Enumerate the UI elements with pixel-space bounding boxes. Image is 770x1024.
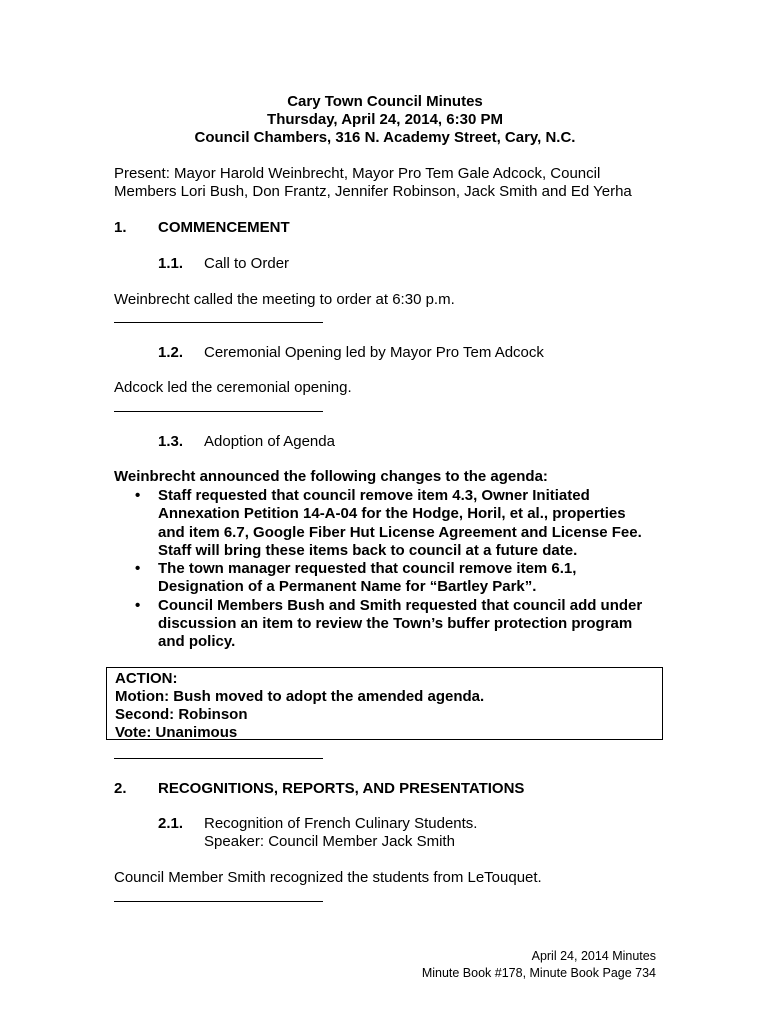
- meeting-location: Council Chambers, 316 N. Academy Street, Cary, N.C.: [194, 129, 576, 146]
- action-label: ACTION:: [115, 670, 178, 687]
- meeting-date: Thursday, April 24, 2014, 6:30 PM: [267, 111, 503, 128]
- item-2-1-note: Council Member Smith recognized the students from LeTouquet.: [114, 869, 542, 886]
- action-motion: Motion: Bush moved to adopt the amended agenda.: [115, 688, 485, 705]
- footer-date: April 24, 2014 Minutes: [531, 949, 656, 963]
- list-item: [114, 597, 674, 652]
- bullet-line: Staff requested that council remove item 4.3, Owner Initiated: [158, 487, 590, 504]
- item-1-3-title: Adoption of Agenda: [204, 433, 335, 450]
- present-line-2: Members Lori Bush, Don Frantz, Jennifer Robinson, Jack Smith and Ed Yerha: [114, 183, 632, 200]
- bullet-icon: •: [135, 596, 141, 614]
- section-1-number: 1.: [114, 219, 127, 236]
- item-2-1-title: Recognition of French Culinary Students.: [204, 815, 478, 832]
- section-1-title: COMMENCEMENT: [158, 219, 290, 236]
- bullet-icon: •: [135, 560, 141, 578]
- present-line-1: Present: Mayor Harold Weinbrecht, Mayor Pro Tem Gale Adcock, Council: [114, 165, 601, 182]
- bullet-line: discussion an item to review the Town’s buffer protection program: [158, 615, 633, 633]
- bullet-line: Annexation Petition 14-A-04 for the Hodge, Horil, et al., properties: [158, 505, 626, 523]
- item-1-1-note: Weinbrecht called the meeting to order at 6:30 p.m.: [114, 291, 455, 308]
- action-vote: Vote: Unanimous: [115, 724, 238, 741]
- list-item: [114, 560, 674, 597]
- section-2-title: RECOGNITIONS, REPORTS, AND PRESENTATIONS: [158, 780, 525, 797]
- item-2-1-number: 2.1.: [158, 815, 184, 832]
- document-title: Cary Town Council Minutes: [287, 93, 483, 110]
- separator-rule: [114, 411, 323, 412]
- bullet-line: Council Members Bush and Smith requested that council add under: [158, 596, 643, 614]
- bullet-line: Designation of a Permanent Name for “Bartley Park”.: [158, 578, 537, 596]
- footer-minute-book: Minute Book #178, Minute Book Page 734: [421, 966, 656, 980]
- section-2-number: 2.: [114, 780, 127, 797]
- agenda-changes-intro: Weinbrecht announced the following changes to the agenda:: [114, 468, 548, 485]
- agenda-changes-list: [114, 487, 674, 652]
- item-1-3-number: 1.3.: [158, 433, 184, 450]
- bullet-line: and policy.: [158, 633, 236, 651]
- bullet-icon: •: [135, 487, 141, 504]
- list-item: [114, 487, 674, 560]
- item-1-2-number: 1.2.: [158, 344, 184, 361]
- action-box: [106, 667, 663, 740]
- action-second: Second: Robinson: [115, 706, 248, 723]
- item-1-2-note: Adcock led the ceremonial opening.: [114, 379, 352, 396]
- separator-rule: [114, 758, 323, 759]
- bullet-line: Staff will bring these items back to council at a future date.: [158, 541, 578, 559]
- item-1-1-number: 1.1.: [158, 255, 184, 272]
- item-2-1-speaker: Speaker: Council Member Jack Smith: [204, 833, 455, 850]
- separator-rule: [114, 322, 323, 323]
- item-1-2-title: Ceremonial Opening led by Mayor Pro Tem Adcock: [204, 344, 544, 361]
- separator-rule: [114, 901, 323, 902]
- bullet-line: The town manager requested that council remove item 6.1,: [158, 560, 577, 578]
- bullet-line: and item 6.7, Google Fiber Hut License Agreement and License Fee.: [158, 523, 642, 541]
- item-1-1-title: Call to Order: [204, 255, 290, 272]
